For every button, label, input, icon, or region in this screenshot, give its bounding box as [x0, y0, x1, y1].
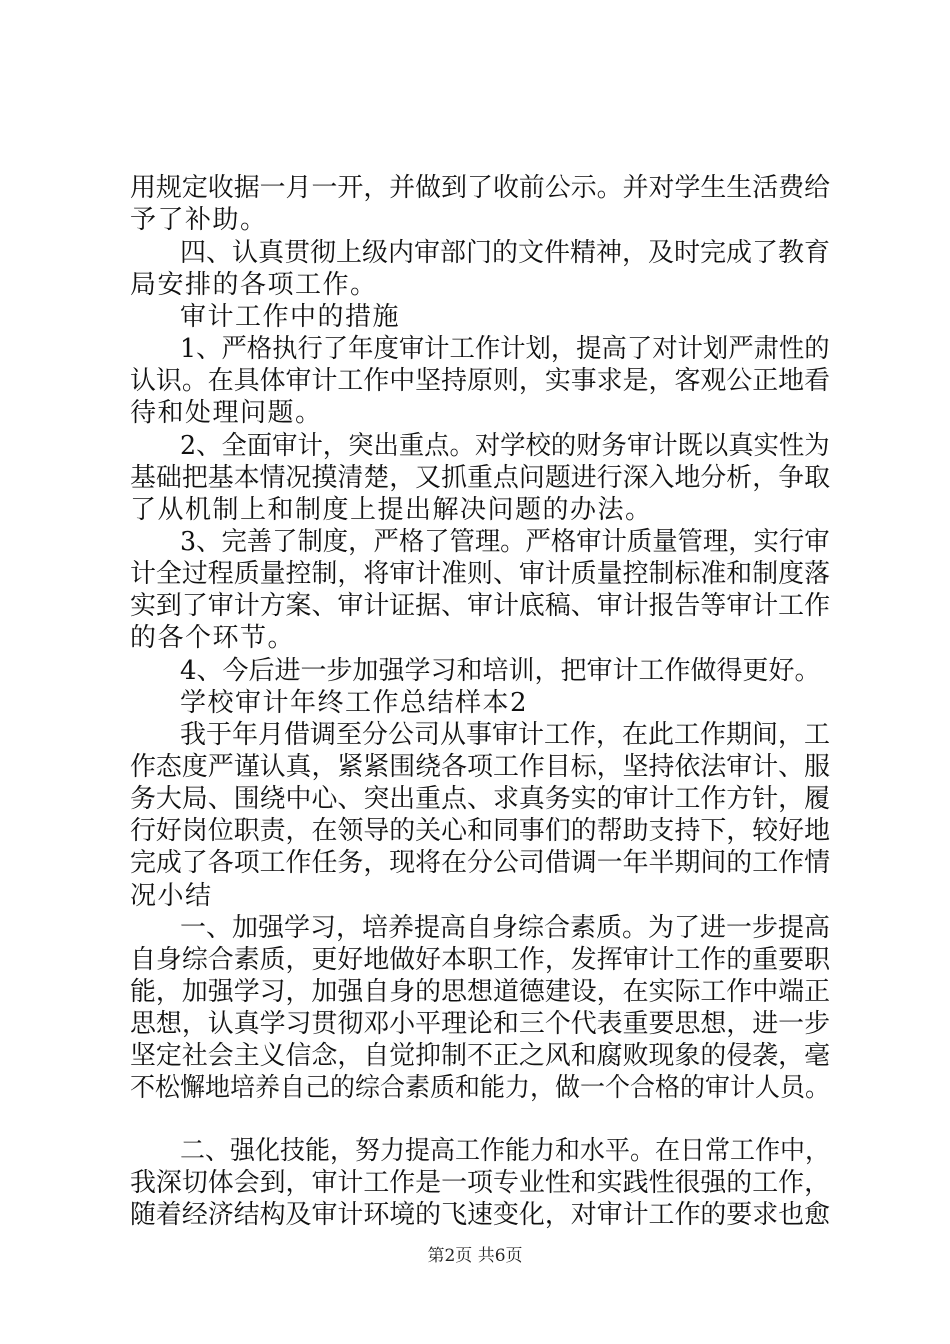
text-line: 况小结 — [130, 881, 213, 911]
text-line: 计全过程质量控制，将审计准则、审计质量控制标准和制度落 — [130, 559, 831, 589]
text-line: 随着经济结构及审计环境的飞速变化，对审计工作的要求也愈 — [130, 1200, 831, 1230]
text-line: 认识。在具体审计工作中坚持原则，实事求是，客观公正地看 — [130, 366, 831, 396]
text-line: 二、强化技能，努力提高工作能力和水平。在日常工作中， — [180, 1136, 831, 1166]
section-heading: 学校审计年终工作总结样本2 — [180, 688, 529, 718]
text-line: 我于年月借调至分公司从事审计工作，在此工作期间，工 — [180, 720, 831, 750]
page-footer: 第2页 共6页 — [427, 1246, 523, 1266]
text-line: 四、认真贯彻上级内审部门的文件精神，及时完成了教育 — [180, 238, 831, 268]
text-line: 行好岗位职责，在领导的关心和同事们的帮助支持下，较好地 — [130, 816, 831, 846]
section-heading: 审计工作中的措施 — [180, 302, 401, 332]
text-line: 我深切体会到，审计工作是一项专业性和实践性很强的工作， — [130, 1168, 831, 1198]
text-line: 思想，认真学习贯彻邓小平理论和三个代表重要思想，进一步 — [130, 1009, 831, 1039]
text-line: 基础把基本情况摸清楚，又抓重点问题进行深入地分析，争取 — [130, 463, 831, 493]
text-line: 坚定社会主义信念，自觉抑制不正之风和腐败现象的侵袭，毫 — [130, 1041, 831, 1071]
text-line: 一、加强学习，培养提高自身综合素质。为了进一步提高 — [180, 913, 831, 943]
text-line: 3、完善了制度，严格了管理。严格审计质量管理，实行审 — [180, 527, 830, 557]
text-line: 予了补助。 — [130, 205, 268, 235]
text-line: 实到了审计方案、审计证据、审计底稿、审计报告等审计工作 — [130, 591, 831, 621]
text-line: 用规定收据一月一开，并做到了收前公示。并对学生生活费给 — [130, 173, 831, 203]
text-line: 局安排的各项工作。 — [130, 270, 378, 300]
text-line: 不松懈地培养自己的综合素质和能力，做一个合格的审计人员。 — [130, 1073, 831, 1103]
text-line: 待和处理问题。 — [130, 398, 323, 428]
text-line: 1、严格执行了年度审计工作计划，提高了对计划严肃性的 — [180, 334, 830, 364]
text-line: 自身综合素质，更好地做好本职工作，发挥审计工作的重要职 — [130, 945, 831, 975]
text-line: 完成了各项工作任务，现将在分公司借调一年半期间的工作情 — [130, 848, 831, 878]
text-line: 能，加强学习，加强自身的思想道德建设，在实际工作中端正 — [130, 977, 831, 1007]
text-line: 了从机制上和制度上提出解决问题的办法。 — [130, 495, 653, 525]
text-line: 2、全面审计，突出重点。对学校的财务审计既以真实性为 — [180, 431, 830, 461]
text-line: 4、今后进一步加强学习和培训，把审计工作做得更好。 — [180, 656, 821, 686]
text-line: 的各个环节。 — [130, 623, 296, 653]
text-line: 作态度严谨认真，紧紧围绕各项工作目标，坚持依法审计、服 — [130, 752, 831, 782]
text-line: 务大局、围绕中心、突出重点、求真务实的审计工作方针，履 — [130, 784, 831, 814]
